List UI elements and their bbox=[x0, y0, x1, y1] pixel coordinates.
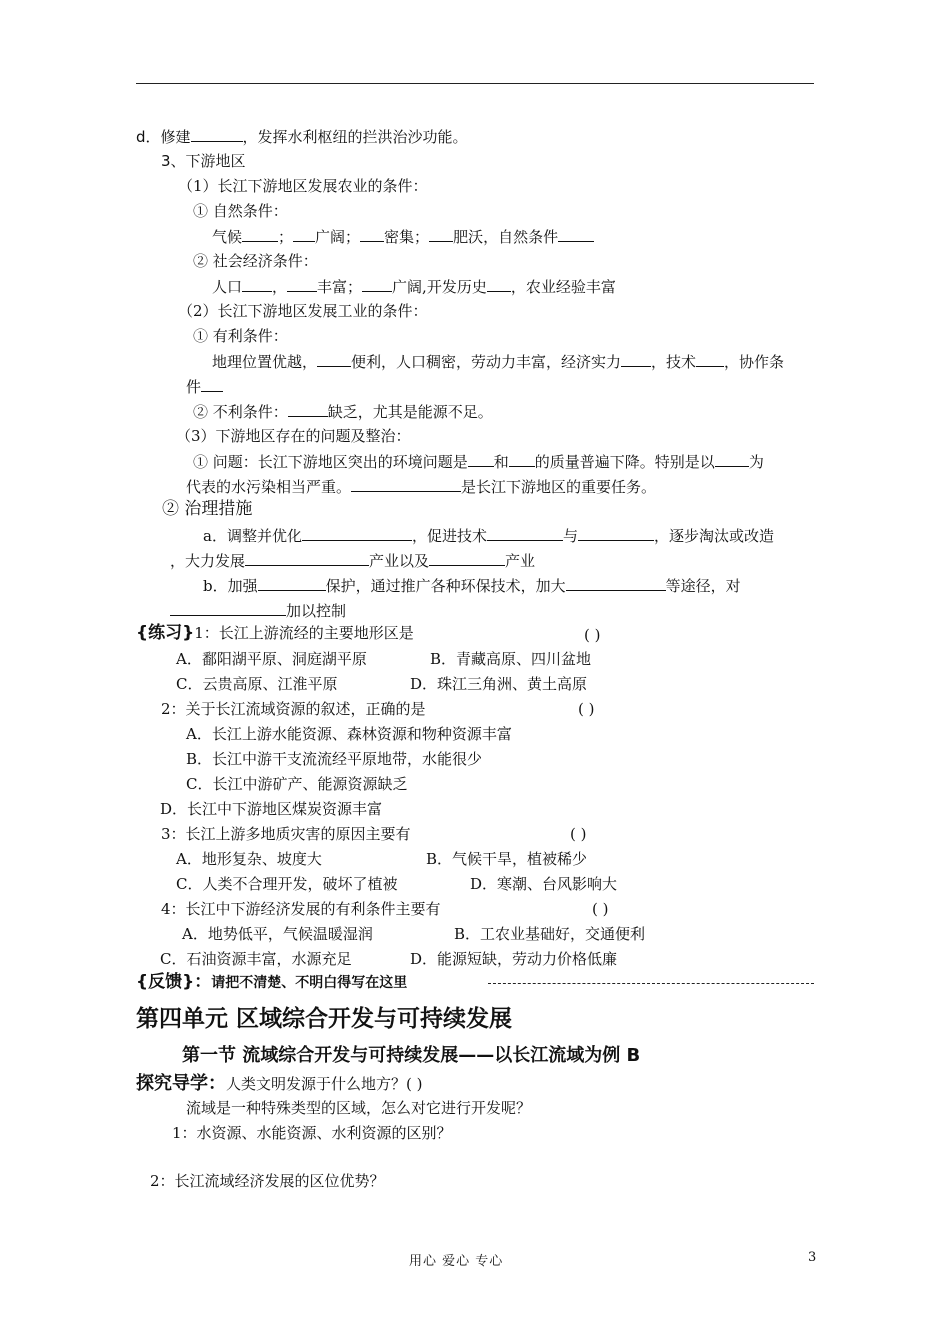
blank[interactable] bbox=[487, 277, 511, 292]
blank[interactable] bbox=[170, 601, 286, 616]
option[interactable]: A．鄱阳湖平原、洞庭湖平原 bbox=[176, 650, 367, 668]
item-heading: ② 社会经济条件： bbox=[193, 252, 318, 270]
section-title: 第一节 流域综合开发与可持续发展——以长江流域为例 B bbox=[182, 1045, 641, 1066]
answer-paren[interactable]: ( ) bbox=[584, 626, 601, 644]
blank[interactable] bbox=[242, 227, 278, 242]
blank[interactable] bbox=[715, 452, 749, 467]
option[interactable]: C．石油资源丰富，水源充足 bbox=[160, 950, 352, 968]
blank[interactable] bbox=[351, 477, 461, 492]
fill-line: 地理位置优越， 便利，人口稠密，劳动力丰富，经济实力 ，技术 ，协作条 bbox=[212, 353, 785, 371]
fill-line: 人口 ， 丰富； 广阔,开发历史 ，农业经验丰富 bbox=[212, 278, 616, 296]
explore-tag: 探究导学： bbox=[136, 1073, 226, 1094]
explore-line: 探究导学：人类文明发源于什么地方？( ) bbox=[136, 1073, 423, 1094]
line-d-build: d．修建 ，发挥水利枢纽的拦洪治沙功能。 bbox=[136, 128, 468, 146]
option[interactable]: D．能源短缺，劳动力价格低廉 bbox=[410, 950, 618, 968]
footer-text: 用心 爱心 专心 bbox=[409, 1254, 504, 1269]
blank[interactable] bbox=[201, 377, 223, 392]
blank[interactable] bbox=[558, 227, 594, 242]
paragraph: 流域是一种特殊类型的区域，怎么对它进行开发呢？ bbox=[186, 1099, 532, 1117]
fill-line: 加以控制 bbox=[170, 601, 346, 620]
blank[interactable] bbox=[258, 576, 326, 591]
answer-paren[interactable]: ( ) bbox=[592, 900, 609, 918]
blank[interactable] bbox=[242, 277, 272, 292]
fill-line: 件 bbox=[186, 377, 223, 396]
feedback-tag: {反馈}： bbox=[136, 972, 212, 992]
blank[interactable] bbox=[360, 227, 384, 242]
blank[interactable] bbox=[288, 402, 328, 417]
option[interactable]: D．长江中下游地区煤炭资源丰富 bbox=[160, 800, 383, 818]
question: 2：长江流域经济发展的区位优势？ bbox=[150, 1172, 385, 1190]
fill-line: 代表的水污染相当严重。 是长江下游地区的重要任务。 bbox=[186, 478, 657, 496]
subheading: （1）长江下游地区发展农业的条件： bbox=[178, 177, 428, 195]
option[interactable]: A．长江上游水能资源、森林资源和物种资源丰富 bbox=[186, 725, 512, 743]
option[interactable]: B．青藏高原、四川盆地 bbox=[430, 650, 592, 668]
blank[interactable] bbox=[468, 452, 494, 467]
subheading: ② 治理措施 bbox=[162, 499, 253, 519]
practice-q2: 2：关于长江流域资源的叙述，正确的是 bbox=[161, 700, 426, 718]
blank[interactable] bbox=[696, 352, 724, 367]
blank[interactable] bbox=[509, 452, 535, 467]
option[interactable]: B．长江中游干支流流经平原地带，水能很少 bbox=[186, 750, 483, 768]
subheading: （3）下游地区存在的问题及整治： bbox=[176, 427, 411, 445]
practice-q3: 3：长江上游多地质灾害的原因主要有 bbox=[161, 825, 411, 843]
subheading: （2）长江下游地区发展工业的条件： bbox=[178, 302, 428, 320]
blank[interactable] bbox=[362, 277, 392, 292]
blank[interactable] bbox=[191, 127, 243, 142]
item-heading: ① 有利条件： bbox=[193, 327, 288, 345]
option[interactable]: D．珠江三角洲、黄土高原 bbox=[410, 675, 588, 693]
answer-paren[interactable]: ( ) bbox=[578, 700, 595, 718]
blank[interactable] bbox=[429, 227, 453, 242]
blank[interactable] bbox=[487, 526, 563, 541]
option[interactable]: C．长江中游矿产、能源资源缺乏 bbox=[186, 775, 408, 793]
option[interactable]: C．人类不合理开发，破坏了植被 bbox=[176, 875, 398, 893]
practice-q4: 4：长江中下游经济发展的有利条件主要有 bbox=[161, 900, 441, 918]
option[interactable]: A．地势低平，气候温暖湿润 bbox=[182, 925, 373, 943]
answer-paren[interactable]: ( ) bbox=[570, 825, 587, 843]
blank[interactable] bbox=[293, 227, 315, 242]
blank[interactable] bbox=[245, 551, 369, 566]
unit-title: 第四单元 区域综合开发与可持续发展 bbox=[136, 1006, 513, 1032]
blank[interactable] bbox=[317, 352, 351, 367]
fill-line: ，大力发展 产业以及 产业 bbox=[170, 552, 536, 570]
fill-line: 气候 ； 广阔； 密集； 肥沃，自然条件 bbox=[212, 227, 594, 246]
blank[interactable] bbox=[302, 526, 412, 541]
feedback-dashed-line bbox=[488, 983, 814, 984]
fill-line: b．加强 保护，通过推广各种环保技术，加大 等途径，对 bbox=[203, 577, 741, 595]
fill-line: ② 不利条件： 缺乏，尤其是能源不足。 bbox=[193, 403, 493, 421]
feedback-line bbox=[136, 973, 407, 992]
practice-tag: {练习} bbox=[136, 623, 195, 643]
item-heading: ① 自然条件： bbox=[193, 202, 288, 220]
option[interactable]: A．地形复杂、坡度大 bbox=[176, 850, 322, 868]
option[interactable]: C．云贵高原、江淮平原 bbox=[176, 675, 338, 693]
blank[interactable] bbox=[429, 551, 505, 566]
option[interactable]: D．寒潮、台风影响大 bbox=[470, 875, 618, 893]
blank[interactable] bbox=[287, 277, 317, 292]
question: 1：水资源、水能资源、水利资源的区别？ bbox=[172, 1124, 452, 1142]
feedback-text: 请把不清楚、不明白得写在这里 bbox=[211, 975, 408, 991]
header-rule bbox=[136, 83, 814, 84]
fill-line: ① 问题：长江下游地区突出的环境问题是 和 的质量普遍下降。特别是以 为 bbox=[193, 453, 764, 471]
page-number: 3 bbox=[808, 1250, 817, 1265]
option[interactable]: B．工农业基础好，交通便利 bbox=[454, 925, 646, 943]
option[interactable]: B．气候干旱，植被稀少 bbox=[426, 850, 588, 868]
blank[interactable] bbox=[621, 352, 651, 367]
section-heading: 3、下游地区 bbox=[161, 152, 246, 170]
fill-line: a．调整并优化 ，促进技术 与 ，逐步淘汰或改造 bbox=[203, 527, 774, 545]
practice-q1: {练习}1：长江上游流经的主要地形区是 bbox=[136, 623, 414, 643]
blank[interactable] bbox=[578, 526, 654, 541]
blank[interactable] bbox=[566, 576, 666, 591]
